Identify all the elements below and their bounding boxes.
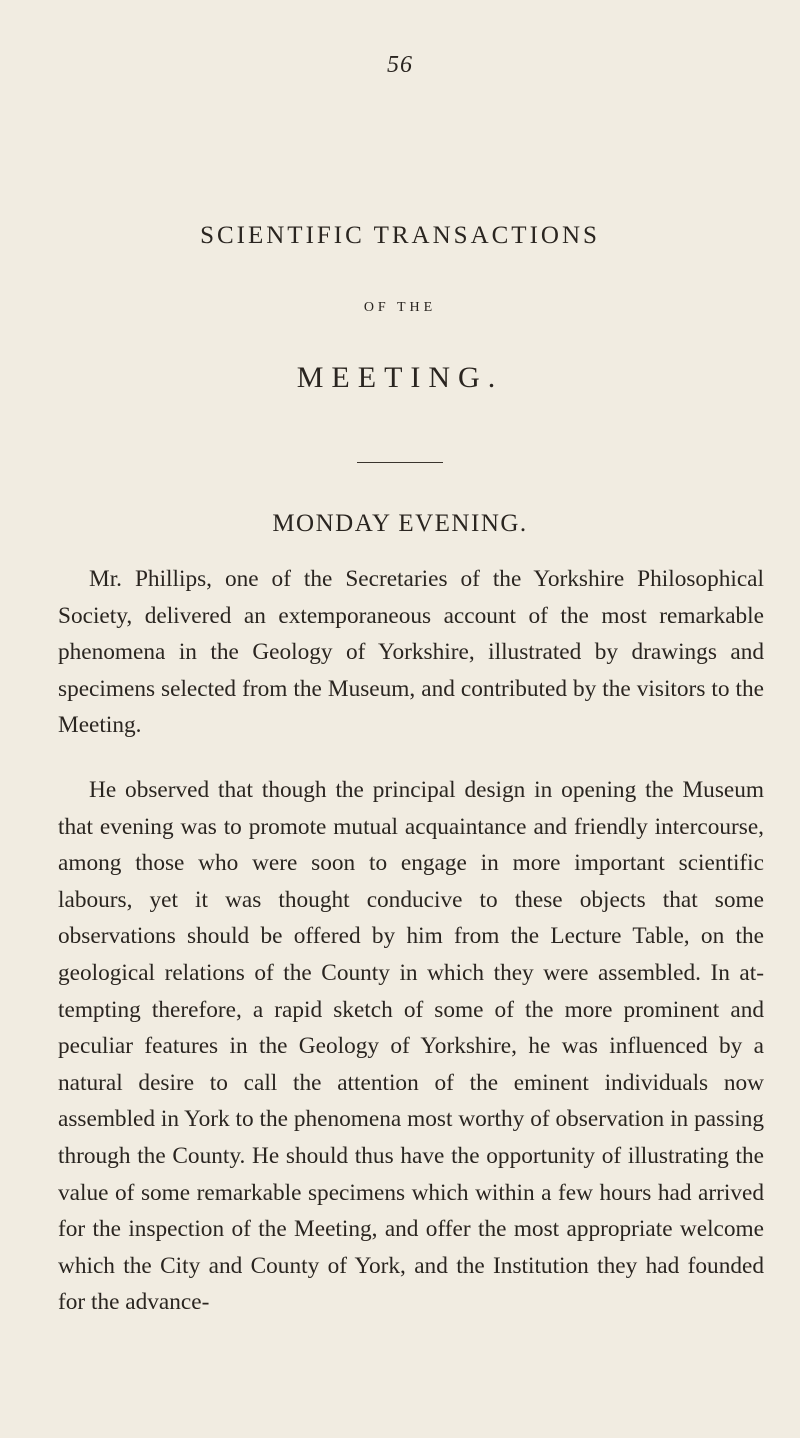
title-main: SCIENTIFIC TRANSACTIONS	[200, 222, 600, 249]
page-number: 56	[387, 52, 413, 78]
section-heading: MONDAY EVENING.	[272, 510, 528, 537]
section-divider	[357, 462, 443, 463]
title-sub: OF THE	[363, 300, 437, 315]
title-meeting: MEETING.	[296, 361, 504, 394]
paragraph: Mr. Phillips, one of the Secretaries of the Yorkshire Philosophical Society, delivered an extemporaneous account of the most remarkable phenomena in the Geology of Yorkshire, illustrated by drawings and specimens selected from the Museum, and contributed by the visitors to the Meeting.	[58, 566, 764, 739]
paragraph: He observed that though the principal design in opening the Museum that evening was to promote mutual acquaintance and friendly intercourse, among those who were soon to engage in more important scientific labours, yet it was thought conducive to these objects that some observations should be offered by him from the Lecture Table, on the geological relations of the County in which they were assembled. In attempting therefore, a rapid sketch of some of the more prominent and peculiar features in the Geology of Yorkshire, he was influenced by a natural desire to call the attention of the eminent individuals now assembled in York to the phenomena most worthy of observation in passing through the County. He should thus have the opportunity of illustrating the value of some remarkable specimens which within a few hours had arrived for the inspection of the Meeting, and offer the most appropriate welcome which the City and County of York, and the Institution they had founded for the advance-	[58, 777, 764, 1316]
